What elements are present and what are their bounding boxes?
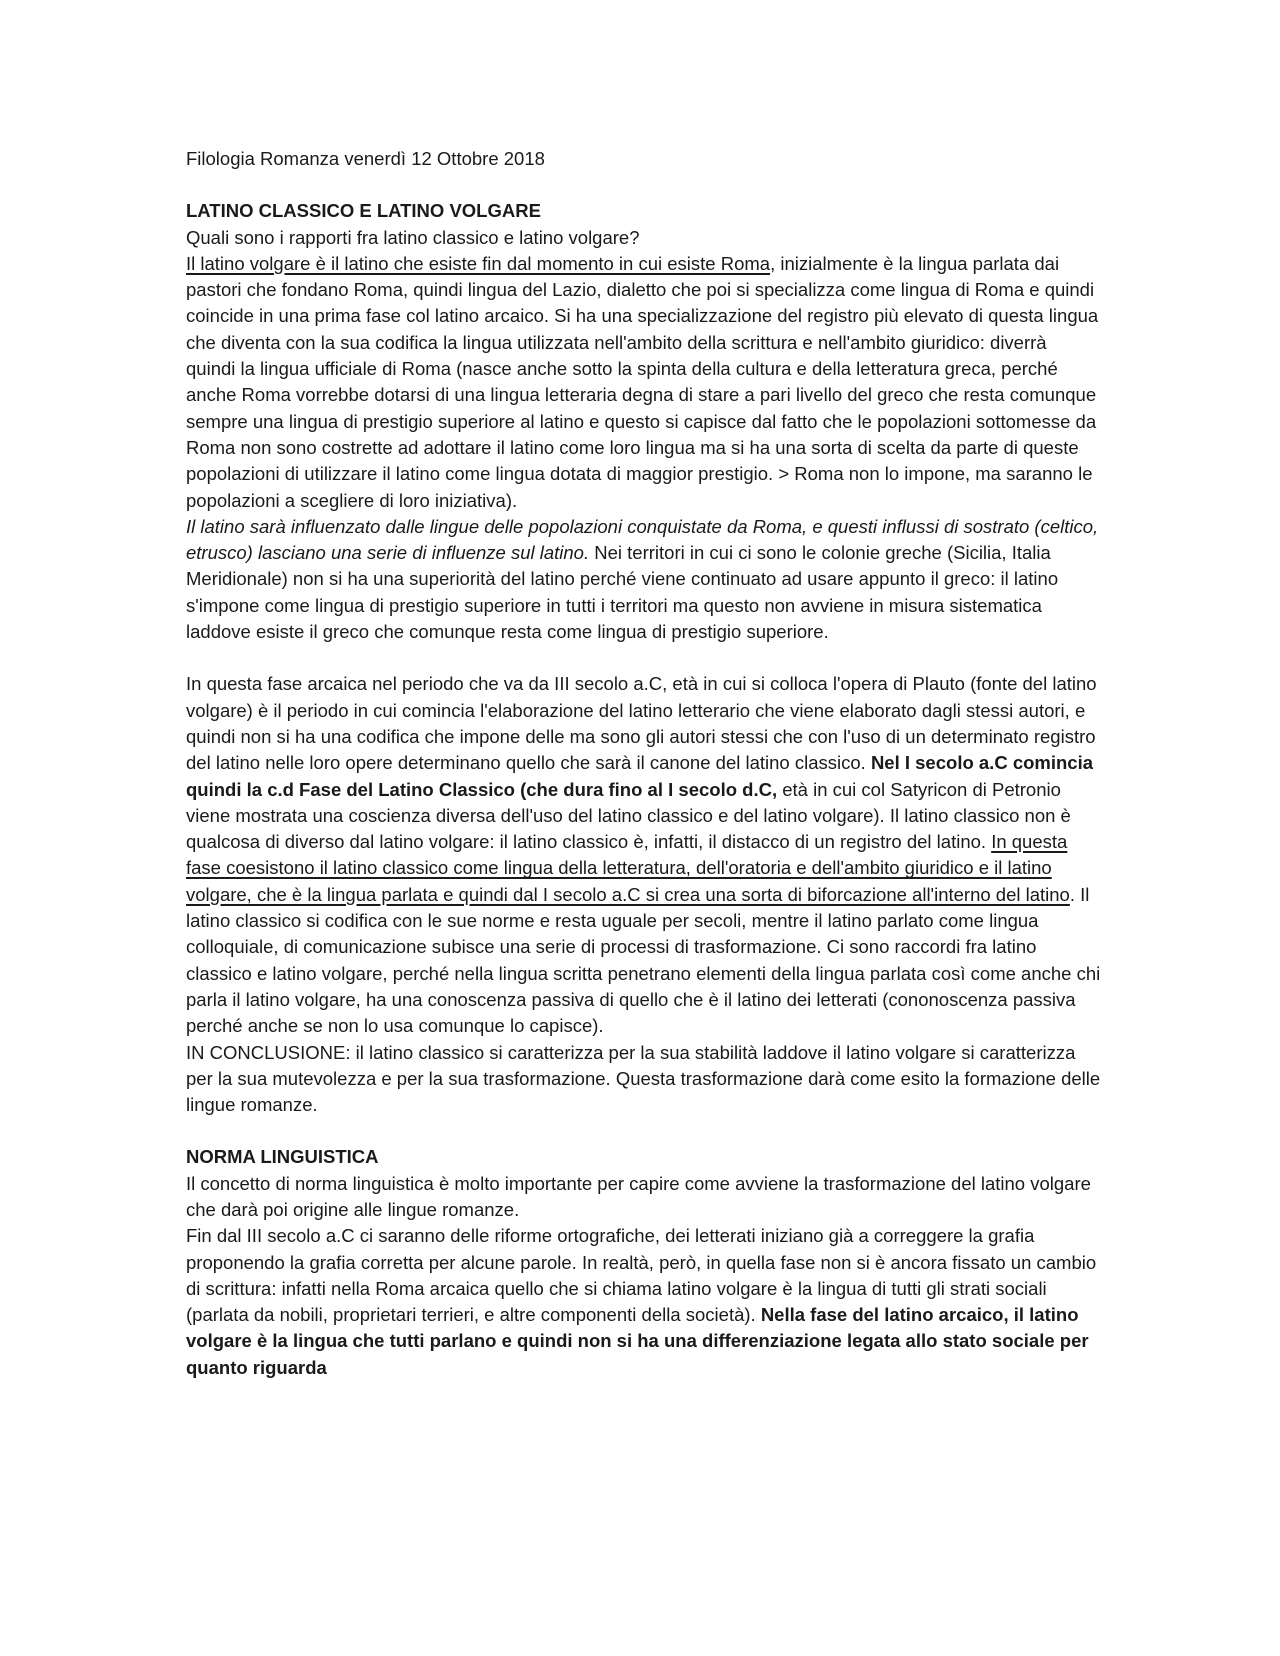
question-line: Quali sono i rapporti fra latino classico e latino volgare?: [186, 226, 640, 248]
section-heading-latino: LATINO CLASSICO E LATINO VOLGARE: [186, 200, 541, 222]
underlined-passage: Il latino volgare è il latino che esiste fin dal momento in cui esiste Roma: [186, 252, 771, 274]
paragraph-text: . Il latino classico si codifica con le sue norme e resta uguale per secoli, mentre il latino parlato come lingua colloquiale, di comunicazione subisce una serie di processi di trasformazione. Ci sono raccordi fra latino classico e latino volgare, perché nella lingua scritta penetrano elementi della lingua parlata così come anche chi parla il latino volgare, ha una conoscenza passiva di quello che è il latino dei letterati (cononoscenza passiva perché anche se non lo usa comunque lo capisce).: [186, 883, 1101, 1037]
bold-passage: Nella fase del latino arcaico, il latino volgare è la lingua che tutti parlano e quindi non si ha una differenziazione legata allo stato sociale per quanto riguarda: [186, 1304, 1089, 1378]
section-heading-norma: NORMA LINGUISTICA: [186, 1146, 379, 1168]
italic-passage: Il latino sarà influenzato dalle lingue delle popolazioni conquistate da Roma, e questi influssi di sostrato (celtico, etrusco) lasciano una serie di influenze sul latino.: [186, 515, 1099, 564]
paragraph-norma-concetto: Il concetto di norma linguistica è molto importante per capire come avviene la trasformazione del latino volgare che darà poi origine alle lingue romanze.: [186, 1172, 1091, 1220]
paragraph-fase-arcaica: [186, 671, 1101, 1039]
bold-passage: Nel I secolo a.C comincia quindi la c.d Fase del Latino Classico (che dura fino al I secolo d.C,: [186, 752, 1094, 800]
paragraph-influenze: [186, 514, 1101, 645]
document-body: [186, 146, 1101, 1381]
paragraph-text: Nei territori in cui ci sono le colonie greche (Sicilia, Italia Meridionale) non si ha una superiorità del latino perché viene continuato ad usare appunto il greco: il latino s'impone come lingua di prestigio superiore in tutti i territori ma questo non avviene in misura sistematica laddove esiste il greco che comunque resta come lingua di prestigio superiore.: [186, 542, 1059, 643]
paragraph-text: , inizialmente è la lingua parlata dai pastori che fondano Roma, quindi lingua del Lazio, dialetto che poi si specializza come lingua di Roma e quindi coincide in una prima fase col latino arcaico. Si ha una specializzazione del registro più elevato di questa lingua che diventa con la sua codifica la lingua utilizzata nell'ambito della scrittura e nell'ambito giuridico: diverrà quindi la lingua ufficiale di Roma (nasce anche sotto la spinta della cultura e della letteratura greca, perché anche Roma vorrebbe dotarsi di una lingua letteraria degna di stare a pari livello del greco che resta comunque sempre una lingua di prestigio superiore al latino e questo si capisce dal fatto che le popolazioni sottomesse da Roma non sono costrette ad adottare il latino come loro lingua ma si ha una sorta di scelta da parte di queste popolazioni di utilizzare il latino come lingua dotata di maggior prestigio. > Roma non lo impone, ma saranno le popolazioni a scegliere di loro iniziativa).: [186, 252, 1099, 511]
paragraph-text: età in cui col Satyricon di Petronio viene mostrata una coscienza diversa dell'uso del latino classico e del latino volgare). Il latino classico non è qualcosa di diverso dal latino volgare: il latino classico è, infatti, il distacco di un registro del latino.: [186, 778, 1071, 853]
paragraph-latino-volgare: [186, 251, 1101, 514]
paragraph-riforme: [186, 1223, 1101, 1381]
paragraph-text: Fin dal III secolo a.C ci saranno delle riforme ortografiche, dei letterati iniziano già a correggere la grafia proponendo la grafia corretta per alcune parole. In realtà, però, in quella fase non si è ancora fissato un cambio di scrittura: infatti nella Roma arcaica quello che si chiama latino volgare è la lingua di tutti gli strati sociali (parlata da nobili, proprietari terrieri, e altre componenti della società).: [186, 1225, 1097, 1326]
date-line: Filologia Romanza venerdì 12 Ottobre 2018: [186, 148, 545, 169]
paragraph-text: In questa fase arcaica nel periodo che va da III secolo a.C, età in cui si colloca l'opera di Plauto (fonte del latino volgare) è il periodo in cui comincia l'elaborazione del latino letterario che viene elaborato dagli stessi autori, e quindi non si ha una codifica che impone delle ma sono gli autori stessi che con l'uso di un determinato registro del latino nelle loro opere determinano quello che sarà il canone del latino classico.: [186, 673, 1097, 774]
paragraph-conclusione: IN CONCLUSIONE: il latino classico si caratterizza per la sua stabilità laddove il latino volgare si caratterizza per la sua mutevolezza e per la sua trasformazione. Questa trasformazione darà come esito la formazione delle lingue romanze.: [186, 1041, 1101, 1116]
underlined-passage: In questa fase coesistono il latino classico come lingua della letteratura, dell'oratoria e dell'ambito giuridico e il latino volgare, che è la lingua parlata e quindi dal I secolo a.C si crea una sorta di biforcazione all'interno del latino: [186, 831, 1070, 905]
